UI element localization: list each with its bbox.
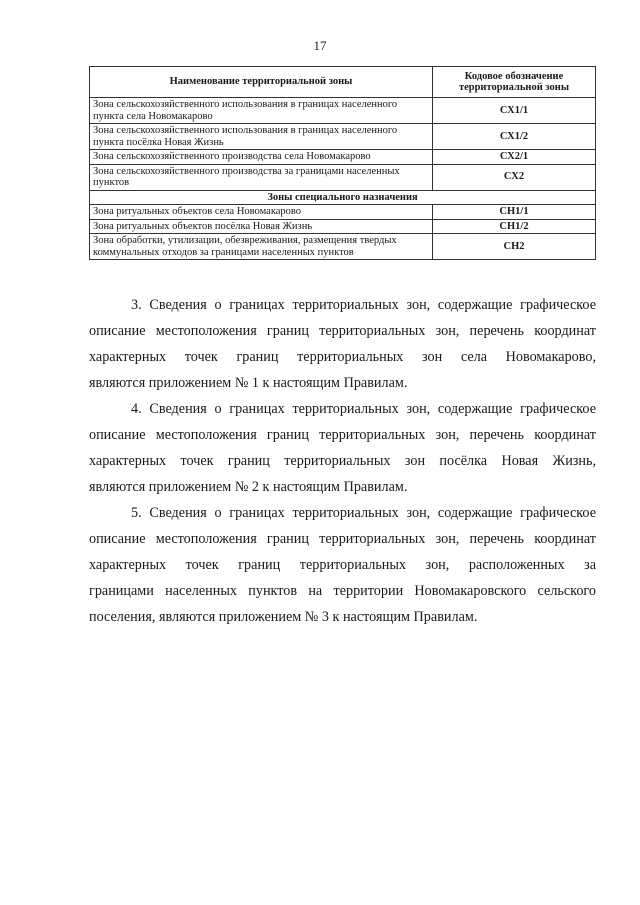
zone-code-cell: СХ2/1: [433, 150, 596, 165]
table-row: [90, 234, 596, 260]
paragraph-line: описание местоположения границ территориальных зон, перечень координат: [89, 427, 596, 443]
page-number: 17: [313, 38, 327, 53]
table-row: [90, 219, 596, 234]
zone-name-cell: Зона сельскохозяйственного производства села Новомакарово: [90, 150, 433, 165]
zone-name-cell: Зона сельскохозяйственного использования в границах населенного пункта посёлка Новая Жизнь: [90, 124, 433, 150]
paragraph-4: [89, 396, 596, 500]
paragraph-line: 4. Сведения о границах территориальных зон, содержащие графическое: [131, 401, 596, 417]
paragraph-3: [89, 292, 596, 396]
zone-name-cell: Зона сельскохозяйственного использования в границах населенного пункта села Новомакарово: [90, 98, 433, 124]
zone-name-cell: Зона обработки, утилизации, обезвреживания, размещения твердых коммунальных отходов за границами населенных пунктов: [90, 234, 433, 260]
paragraph-line: характерных точек границ территориальных зон посёлка Новая Жизнь,: [89, 453, 596, 469]
zone-code-cell: СН1/2: [433, 219, 596, 234]
zone-code-cell: СХ1/1: [433, 98, 596, 124]
territorial-zones-table: [89, 66, 596, 260]
zone-code-cell: СН1/1: [433, 205, 596, 220]
zone-name-cell: Зона ритуальных объектов посёлка Новая Жизнь: [90, 219, 433, 234]
header-zone-name: Наименование территориальной зоны: [90, 67, 433, 98]
zone-code-cell: СХ2: [433, 164, 596, 190]
table-row: [90, 164, 596, 190]
paragraph-line: являются приложением № 2 к настоящим Правилам.: [89, 479, 408, 495]
table-section-row: [90, 190, 596, 205]
paragraph-line: поселения, являются приложением № 3 к настоящим Правилам.: [89, 609, 478, 625]
table-row: [90, 124, 596, 150]
table-header-row: [90, 67, 596, 98]
paragraph-line: характерных точек границ территориальных зон села Новомакарово,: [89, 349, 596, 365]
paragraph-line: 5. Сведения о границах территориальных зон, содержащие графическое: [131, 505, 596, 521]
table-row: [90, 98, 596, 124]
section-title-special-zones: Зоны специального назначения: [90, 190, 596, 205]
table-row: [90, 150, 596, 165]
paragraph-line: описание местоположения границ территориальных зон, перечень координат: [89, 323, 596, 339]
paragraph-5: [89, 500, 596, 630]
zone-code-cell: СХ1/2: [433, 124, 596, 150]
table-row: [90, 205, 596, 220]
paragraph-line: характерных точек границ территориальных зон, расположенных за: [89, 557, 596, 573]
zone-name-cell: Зона сельскохозяйственного производства за границами населенных пунктов: [90, 164, 433, 190]
paragraph-line: являются приложением № 1 к настоящим Правилам.: [89, 375, 408, 391]
paragraph-line: границами населенных пунктов на территории Новомакаровского сельского: [89, 583, 596, 599]
paragraph-line: 3. Сведения о границах территориальных зон, содержащие графическое: [131, 297, 596, 313]
zone-code-cell: СН2: [433, 234, 596, 260]
paragraph-line: описание местоположения границ территориальных зон, перечень координат: [89, 531, 596, 547]
header-zone-code: Кодовое обозначение территориальной зоны: [433, 67, 596, 98]
zone-name-cell: Зона ритуальных объектов села Новомакарово: [90, 205, 433, 220]
